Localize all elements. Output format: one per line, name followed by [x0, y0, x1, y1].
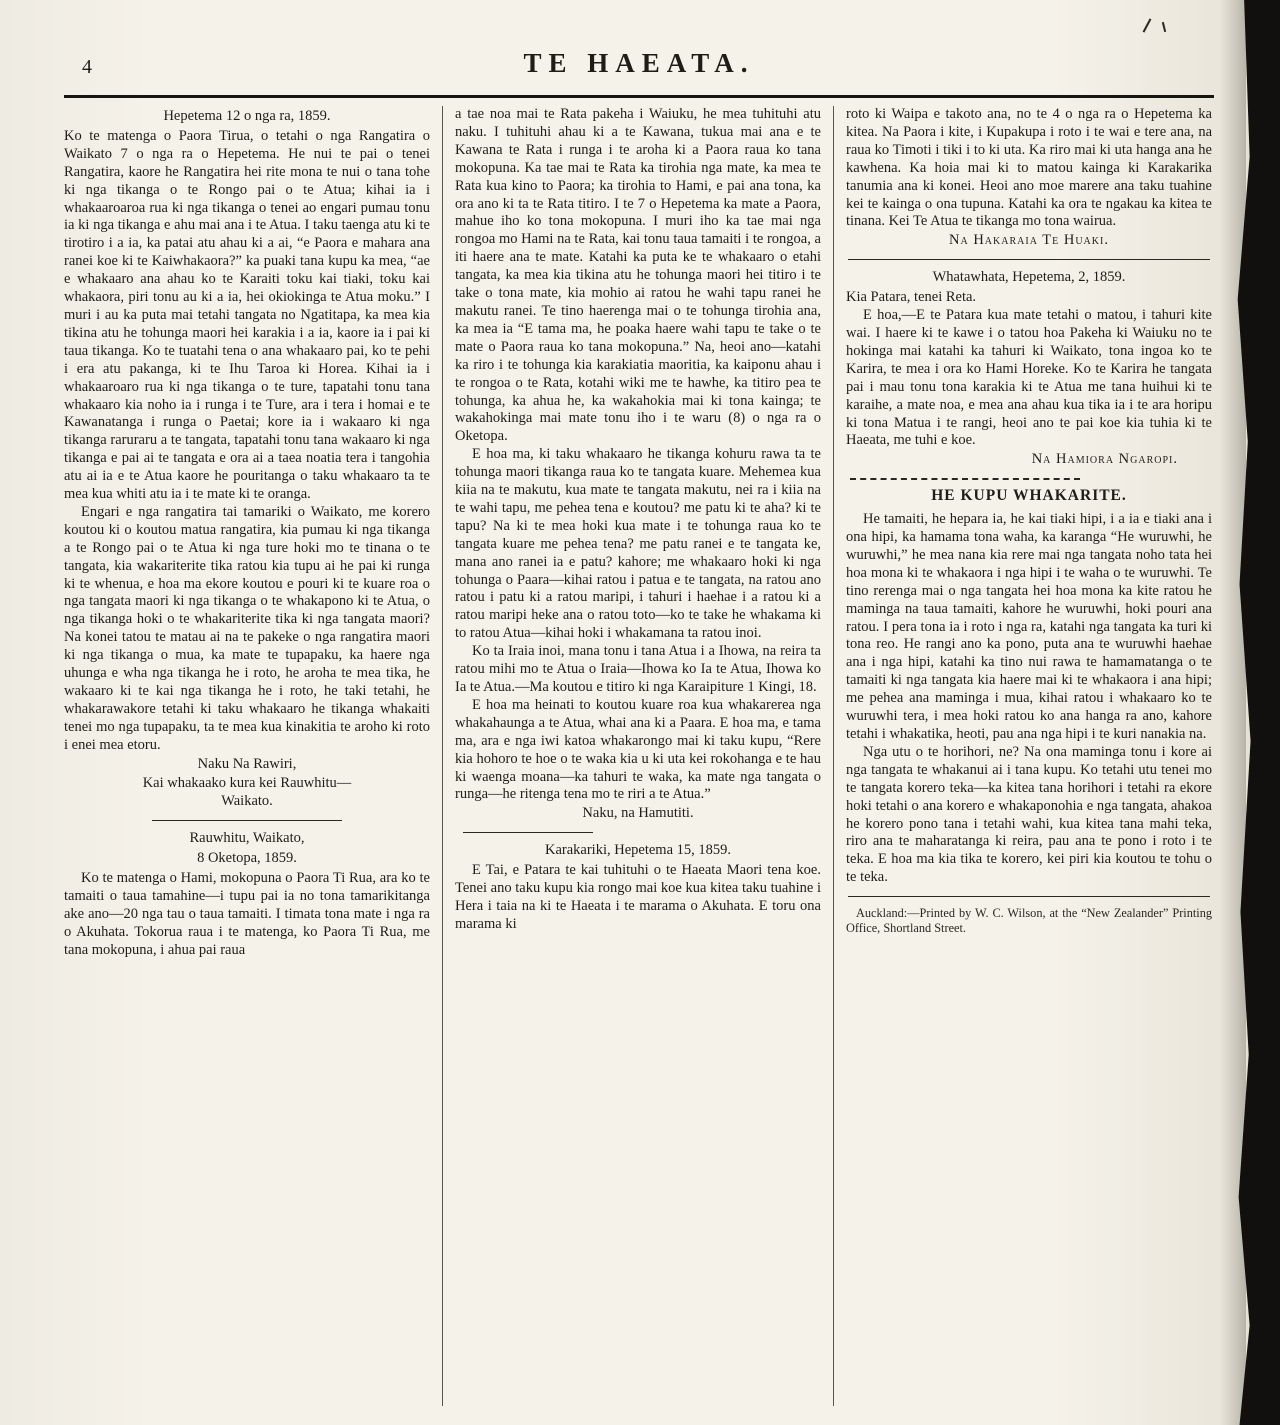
- article-dateline: Karakariki, Hepetema 15, 1859.: [544, 842, 731, 859]
- paragraph: Engari e nga rangatira tai tamariki o Waikato, me korero koutou ki o koutou matua rangatira, kia pumau ki nga tikanga a te Rongo pai o te Atua ki nga ture hoki mo te tinana o te tangata, kia wakariterite tika ratou kia tupu ai he pai ki runga ki te whenua, e hoa ma ekore koutou e pouri ki te kuare roa o nga tangata maori ki nga tikanga o te whakapono ki te Atua, o nga tikanga hoki o te whakariterite tika ki nga tangata maori? Na konei tatou te matau ai na te pakeke o nga rangatira maori ki nga tikanga o mua, ka mate te tupapaku, ka haere nga uhunga e wha nga tikanga he i roto, he aroha te mea tika, he wakaaro ki te kai nga tikanga he i roto, he taki tetahi, he whakarawakore tetahi ki taku whakaaro he tikanga whakaiti tenei mo nga tupapaku, ta te mea kua kinakitia te aroho ki roto i enei mea etoru.: [64, 503, 430, 753]
- signature-line: Naku, na Hamutiti.: [582, 805, 694, 822]
- article-divider: [850, 478, 1080, 480]
- signature-line: Kai whakaako kura kei Rauwhitu—: [142, 774, 352, 791]
- paragraph: E hoa ma heinati to koutou kuare roa kua whakarerea nga whakahaunga a te Atua, whai ana ki a Paara. E hoa ma, e tama ma, ara e nga iwi katoa whakarongo mai ki taku kupu, “Rere kia hohoro te hoe o te waka kia u ki uta kei rokohanga e te hau ki waenga moana—ka tahuri te waka, ka mate nga tangata o runga—he ritenga tena mo te riri a te Atua.”: [455, 696, 821, 803]
- article-dateline: 8 Oketopa, 1859.: [197, 850, 297, 867]
- paper-title: TE HAEATA.: [523, 48, 755, 78]
- paragraph: Nga utu o te horihori, ne? Na ona maminga tonu i kore ai nga tangata te whakanui ai i tana kupu. Ko tetahi utu tenei mo te tangata korero teka—ka kitea tana horihori i tetahi ra ekore hoki tetahi o ana korero e whakaponohia e nga tangata, ahakoa he korero pono tana i tetahi wahi, kua kitea tana mahi teka, riro ana te maharatanga ki reira, pau ana te pono i roto i te teka. E hoa ma kia tika te korero, kei piri kia koutou te tohu o te teka.: [846, 743, 1212, 886]
- paragraph: E hoa,—E te Patara kua mate tetahi o matou, i tahuri kite wai. I haere ki te kawe i o tatou hoa Pakeha ki Waiuku no te hokinga mai katahi ka tahuri ki Waikato, tona ingoa ko te Karira, te mea i ora ko Hami Horeke. Ko te Karira he tangata pai i mau tonu tona karakia ki te Atua me tana huihui ki te karaihe, a mate noa, e mea ana ahau kua tika ia i te ara horipu ki tona Matua i te rangi, heoi ano te pai koe kia tuhia ki te Haeata, me tuhi e koe.: [846, 307, 1212, 449]
- paragraph: a tae noa mai te Rata pakeha i Waiuku, he mea tuhituhi atu naku. I tuhituhi ahau ki a te Kawana, tukua mai ana e te Kawana te Rata i runga i te aroha ki a Paora raua ko tana mokopuna. Ka tae mai te Rata ka tirohia nga mate, ka mea te Rata kua kino to Paora; ka tirohia to Hami, e pai ana tona, ka ora ano ki ta te Rata titiro. I te 7 o Hepetema ka mate a Paora, mahue iho ko tona mokopuna. I muri iho ka tae mai nga rongoa mo Hami na te Rata, kai tonu taua tamaiti i te rongoa, a iti haere ana te mate. Katahi ka puta ke te whakaaro o etahi tangata, ka mea kia tikina atu he tohunga maori hei titiro i te take o tona mate, kia mohio ai ratou he wahi tapu ranei he makutu ranei. Te tino haerenga mai o te tohunga tirohia ana, ka mea ia “E tama ma, he poaka haere wahi tapu te take o te mate o Paora raua ko tana mokopuna.” Na, heoi ano—katahi ka riro i te tohunga kia karakiatia maoritia, ka kaiponu ahau i te rongoa o te Rata, kotahi wiki me te hawhe, ka titiro pea te tohunga, ka ahua he, ka wakahokia mai ki tona kainga; te wakahokinga mai mate tonu iho i te waru (8) o nga ra o Oketopa.: [455, 106, 821, 445]
- imprint-rule: [848, 896, 1210, 897]
- column-rule: [833, 106, 834, 1406]
- paragraph: He tamaiti, he hepara ia, he kai tiaki hipi, i a ia e tiaki ana i ona hipi, ka hamama tona waha, ka karanga “He wuruwhi, he wuruwhi,” he mea nana kia rere mai nga tangata noho tata hei hoa mona ki te whakaora i nga hipi i te waha o te wuruwhi. Te tino rerenga mai o nga tangata hei hoa mona ka kite ratou he maminga na taua tamaiti, kahore he wuruwhi, hoki pouri ana ratou. I pera tona ia i roto i nga ra, katahi nga tangata ka turi ki tona reo. He rangi ano ka pono, puta ana te wuruwhi haehae ana i nga hipi, katahi ka tino nui rawa te hamamatanga o te tamaiti ki nga tangata kia haere mai ki te whakaora i ana hipi; me pehea ana maminga i mua, kihai ratou i whakaaro ko te wuruwhi tera, i mea hoki ratou ko ana hanga ra ano, kahore tetahi i whakatika, heoti, pau ana nga hipi i te kuri nanakia na.: [846, 511, 1212, 742]
- paragraph: Ko te matenga o Paora Tirua, o tetahi o nga Rangatira o Waikato 7 o nga ra o Hepetema. He nui te pai o tenei Rangatira, kaore he Rangatira hei rite mona te nui o tana tohe ki nga tikanga o te Rongo pai o te Atua; kihai ia i whakaaroaroa rua ki nga tikanga o tenei ao engari pumau tonu ia ki nga tikanga e ahu mai ana i te Atua. I taku taenga atu ki te tirotiro i a ia, ka patai atu ahau ki a ai, “e Paora e mahara ana ranei koe ki te Kaiwhakaora?” ka puaki tana kupu ka mea, “ae e whakaaro ana ahau ko te Karaiti toku kai tiaki, toku kai whakaora, piri tonu au ki a ia, hei okiokinga te Atua moku.” I muri i au ka puta mai tetahi tangata no Ngatitapa, ka mea kia tikina atu he tohunga maori hei karakia i a ia, kaore ia i pai ki taua tikanga. Ko te tuatahi tena o ana whakaaro pai, ko te pehi i era atu pakanga, ki te Ihu Taroa ki Horea. Kihai ia i whakaaroaro rua ki nga tikanga o te ture, tapatahi tonu tana whakaaro kia noho ia i runga i te Ture, ara i tera i homai e te Kawanatanga i runga o Paetai; kore ia i wakaaro ki nga tikanga raruraru a te tangata, tapatahi tonu tana wakaaro ki nga tikanga e pai ai te tangata e ora ai a taea noatia tera i tangohia atu ai ia e te Atua kaore he pouritanga o taku whakaaro ta te mea kua whiti atu ia i te mate ki te oranga.: [64, 127, 430, 503]
- column-2: [455, 106, 821, 1406]
- masthead-rule: [64, 95, 1214, 98]
- column-3: [846, 106, 1212, 1406]
- article-dateline: Hepetema 12 o nga ra, 1859.: [163, 108, 331, 124]
- column-rule: [442, 106, 443, 1406]
- signature-line: Waikato.: [221, 793, 273, 810]
- signature-line: Na Hakaraia Te Huaki.: [949, 232, 1109, 249]
- article-divider: [152, 820, 342, 821]
- paragraph: Ko te matenga o Hami, mokopuna o Paora Ti Rua, ara ko te tamaiti o taua tamahine—i tupu pai ia no tona tamarikitanga ake ano—20 nga tau o taua tamaiti. I timata tona mate i nga ra o Akuhata. Tokorua raua i te matenga, ko Paora Ti Rua, me tana mokopuna, i ahua pai raua: [64, 870, 430, 958]
- printer-imprint: Auckland:—Printed by W. C. Wilson, at the “New Zealander” Printing Office, Shortland Street.: [846, 906, 1212, 935]
- column-1: [64, 106, 430, 1406]
- article-divider: [463, 832, 593, 833]
- signature-line: Na Hamiora Ngaropi.: [1031, 451, 1178, 468]
- masthead: [64, 40, 1214, 90]
- article-heading: HE KUPU WHAKARITE.: [931, 487, 1127, 505]
- paragraph: E Tai, e Patara te kai tuhituhi o te Haeata Maori tena koe. Tenei ano taku kupu kia rongo mai koe kua kitea taku tuahine i Hera i taia na ki te Haeata i te marama o Akuhata. E toru ona marama ki: [455, 862, 821, 932]
- signature-line: Naku Na Rawiri,: [197, 755, 297, 772]
- article-divider: [848, 259, 1210, 260]
- article-dateline: Whatawhata, Hepetema, 2, 1859.: [932, 269, 1126, 286]
- ink-mark: [1143, 18, 1152, 32]
- article-dateline: Rauwhitu, Waikato,: [189, 830, 305, 847]
- ink-mark: [1162, 22, 1166, 32]
- salutation-line: Kia Patara, tenei Reta.: [846, 289, 977, 306]
- paragraph: Ko ta Iraia inoi, mana tonu i tana Atua i a Ihowa, na reira ta ratou mihi mo te Atua o Iraia—Ihowa ko Ia te Atua, Ihowa ko Ia te Atua.—Ma koutou e titiro ki nga Karaipiture 1 Kingi, 18.: [455, 643, 821, 695]
- columns: [64, 106, 1214, 1406]
- paragraph: E hoa ma, ki taku whakaaro he tikanga kohuru rawa ta te tohunga maori tikanga raua ko te tangata kuare. Mehemea kua kiia na te makutu, kua mate te tangata makutu, nei ra i kiia na te wahi tapu, me pehea tena e koutou? me patu ki te aha? ki te tapu? Na ki te mea hoki kua mate i te tohunga raua ko te tangata kuare me pehea tena? me patu ranei e te tangata ke, mana ano ranei ia e patu? kahore; me whakaaro hoki ki nga tohunga o Paara—kihai ratou i patua e te tangata, na ratou ano ratou i patu ki a ratou maripi, i tahuri i haehae i a ratou ki a ratou maripi heke ana o ratou toto—ko te take he whakama ki to ratou Atua—kihai hoki i whakamana ta ratou inoi.: [455, 446, 821, 642]
- page-number: 4: [82, 56, 92, 78]
- paragraph: roto ki Waipa e takoto ana, no te 4 o nga ra o Hepetema ka kitea. Na Paora i kite, i Kupakupa i roto i te wai e tere ana, na raua ko Timoti i tiki i to ki uta. Ka riro mai ki uta hanga ana he kawhena. Ka hoia mai ki to matou kainga ki Karakarika tanumia ana ki konei. Heoi ano moe marere ana taku tuahine kei te kainga o ona tupuna. Katahi ka ora te ngakau ka kitea te tinana. Kei Te Atua te tikanga mo tona wairua.: [846, 106, 1212, 230]
